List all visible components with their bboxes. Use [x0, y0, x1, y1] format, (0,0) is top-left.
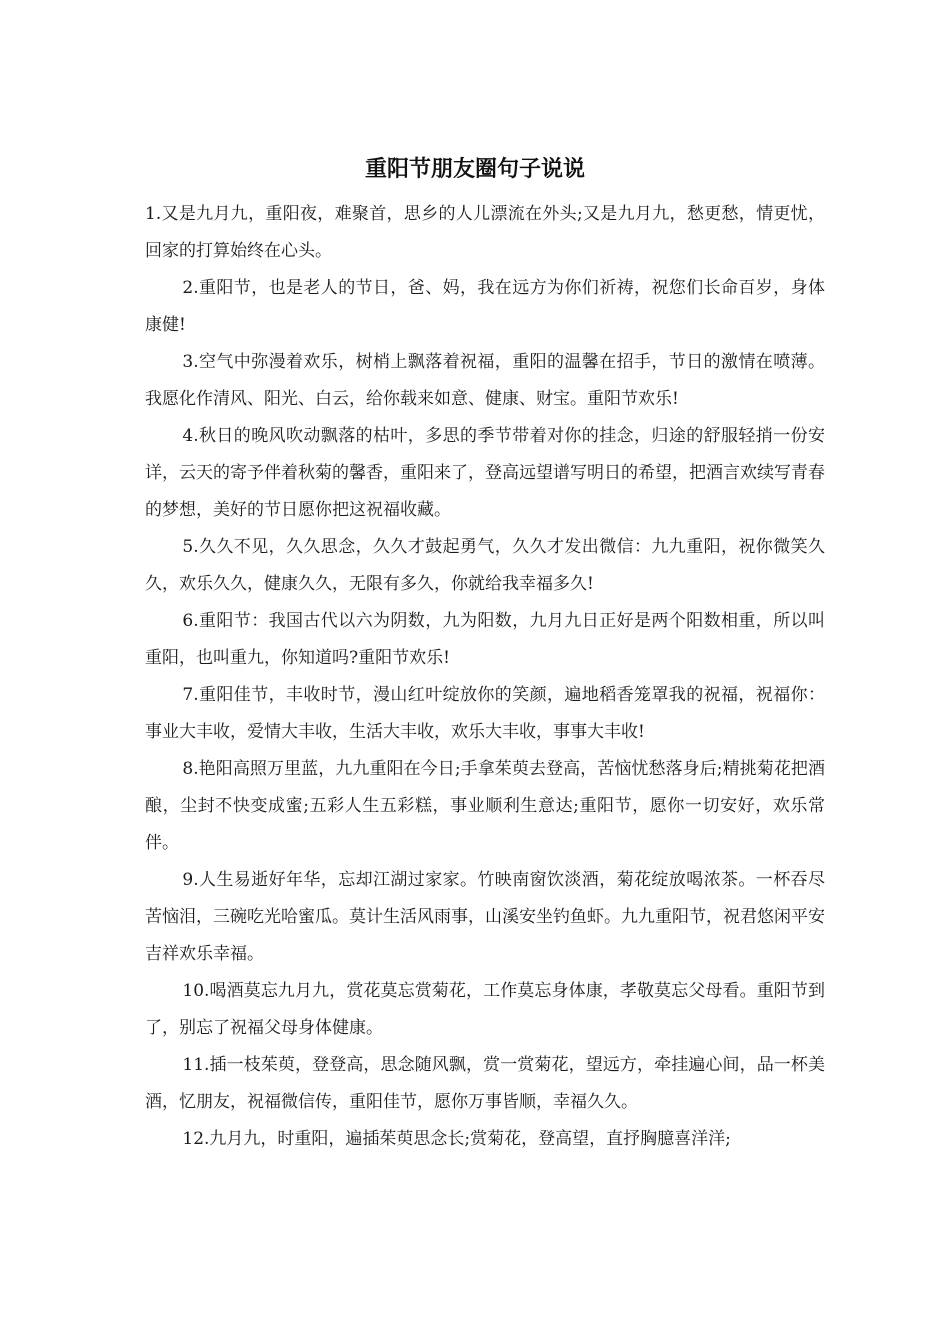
- document-title: 重阳节朋友圈句子说说: [364, 157, 585, 182]
- paragraph-9: 9.人生易逝好年华，忘却江湖过家家。竹映南窗饮淡酒，菊花绽放喝浓茶。一杯吞尽苦恼泪，三碗吃光哈蜜瓜。莫计生活风雨事，山溪安坐钓鱼虾。九九重阳节，祝君悠闲平安吉祥欢乐幸福。: [145, 870, 825, 964]
- document-body: [145, 196, 825, 1158]
- paragraph-2: 2.重阳节，也是老人的节日，爸、妈，我在远方为你们祈祷，祝您们长命百岁，身体康健!: [145, 278, 825, 335]
- paragraph-1: 1.又是九月九，重阳夜，难聚首，思乡的人儿漂流在外头;又是九月九，愁更愁，情更忧，回家的打算始终在心头。: [145, 204, 825, 261]
- paragraph-8: 8.艳阳高照万里蓝，九九重阳在今日;手拿茱萸去登高，苦恼忧愁落身后;精挑菊花把酒酿，尘封不快变成蜜;五彩人生五彩糕，事业顺利生意达;重阳节，愿你一切安好，欢乐常伴。: [145, 759, 825, 853]
- paragraph-11: 11.插一枝茱萸，登登高，思念随风飘，赏一赏菊花，望远方，牵挂遍心间，品一杯美酒，忆朋友，祝福微信传，重阳佳节，愿你万事皆顺，幸福久久。: [145, 1055, 825, 1112]
- paragraph-6: 6.重阳节：我国古代以六为阴数，九为阳数，九月九日正好是两个阳数相重，所以叫重阳，也叫重九，你知道吗?重阳节欢乐!: [145, 611, 825, 668]
- paragraph-3: 3.空气中弥漫着欢乐，树梢上飘落着祝福，重阳的温馨在招手，节日的激情在喷薄。我愿化作清风、阳光、白云，给你载来如意、健康、财宝。重阳节欢乐!: [145, 352, 825, 409]
- paragraph-4: 4.秋日的晚风吹动飘落的枯叶，多思的季节带着对你的挂念，归途的舒服轻捎一份安详，云天的寄予伴着秋菊的馨香，重阳来了，登高远望谱写明日的希望，把酒言欢续写青春的梦想，美好的节日愿你把这祝福收藏。: [145, 426, 825, 520]
- paragraph-7: 7.重阳佳节，丰收时节，漫山红叶绽放你的笑颜，遍地稻香笼罩我的祝福，祝福你：事业大丰收，爱情大丰收，生活大丰收，欢乐大丰收，事事大丰收!: [145, 685, 825, 742]
- paragraph-5: 5.久久不见，久久思念，久久才鼓起勇气，久久才发出微信：九九重阳，祝你微笑久久，欢乐久久，健康久久，无限有多久，你就给我幸福多久!: [145, 537, 825, 594]
- paragraph-10: 10.喝酒莫忘九月九，赏花莫忘赏菊花，工作莫忘身体康，孝敬莫忘父母看。重阳节到了，别忘了祝福父母身体健康。: [145, 981, 825, 1038]
- paragraph-12: 12.九月九，时重阳，遍插茱萸思念长;赏菊花，登高望，直抒胸臆喜洋洋;: [182, 1129, 731, 1149]
